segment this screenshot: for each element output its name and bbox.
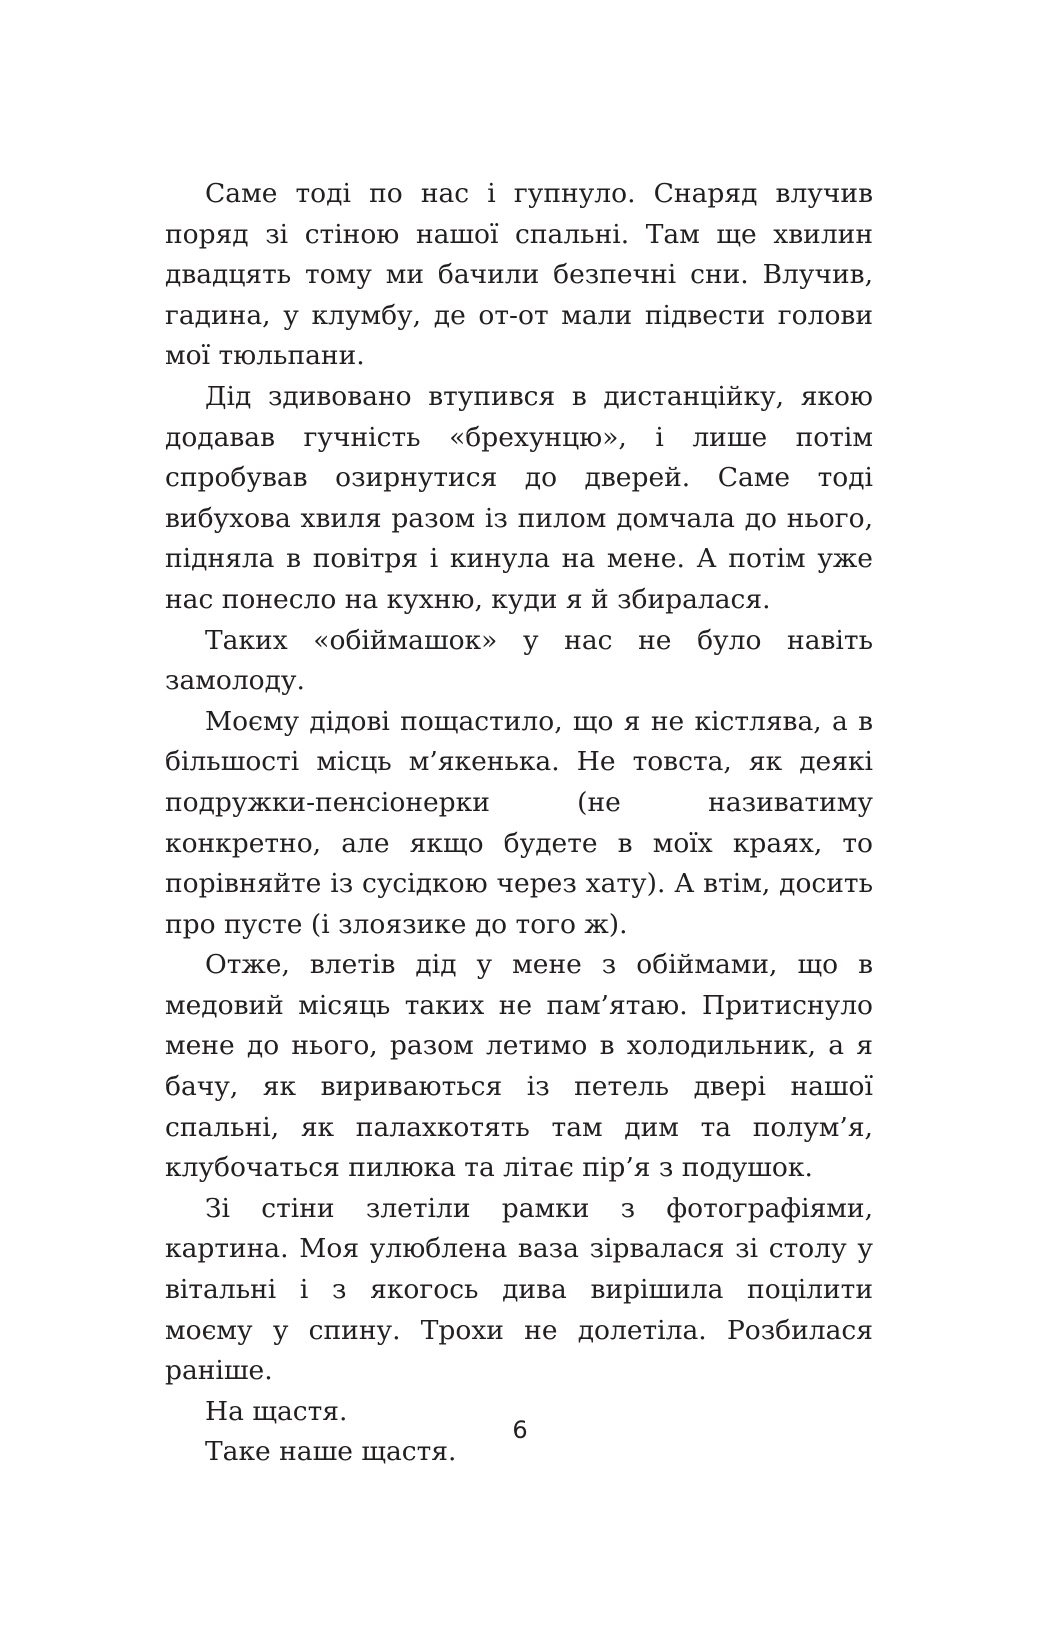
- paragraph-1: Саме тоді по нас і гупнуло. Снаряд влучив поряд зі стіною нашої спальні. Там ще хвилин двадцять тому ми бачили безпечні сни. Влучив, гадина, у клумбу, де от-от мали підвести голови мої тюльпани.: [165, 178, 873, 372]
- paragraph-7: На щастя.: [205, 1395, 348, 1427]
- page-number: 6: [512, 1416, 528, 1444]
- paragraph-8: Таке наше щастя.: [205, 1436, 457, 1468]
- paragraph-3: Таких «обіймашок» у нас не було навіть замолоду.: [165, 624, 873, 697]
- paragraph-2: Дід здивовано втупився в дистанційку, якою додавав гучність «брехунцю», і лише потім спробував озирнутися до дверей. Саме тоді вибухова хвиля разом із пилом домчала до нього, підняла в повітря і кинула на мене. А потім уже нас понесло на кухню, куди я й збиралася.: [165, 380, 873, 615]
- body-text: [165, 174, 873, 1473]
- paragraph-5: Отже, влетів дід у мене з обіймами, що в медовий місяць таких не пам’ятаю. Притиснуло мене до нього, разом летимо в холодильник, а я бачу, як вириваються із петель двері нашої спальні, як палахкотять там дим та полум’я, клубочаться пилюка та літає пір’я з подушок.: [165, 949, 873, 1184]
- paragraph-6: Зі стіни злетіли рамки з фотографіями, картина. Моя улюблена ваза зірвалася зі столу у вітальні і з якогось дива вирішила поцілити моєму у спину. Трохи не долетіла. Розбилася раніше.: [165, 1192, 873, 1387]
- paragraph-4: Моєму дідові пощастило, що я не кістлява, а в більшості місць м’якенька. Не товста, як деякі подружки-пенсіонерки (не називатиму конкретно, але якщо будете в моїх краях, то порівняйте із сусідкою через хату). А втім, досить про пусте (і злоязике до того ж).: [165, 705, 873, 940]
